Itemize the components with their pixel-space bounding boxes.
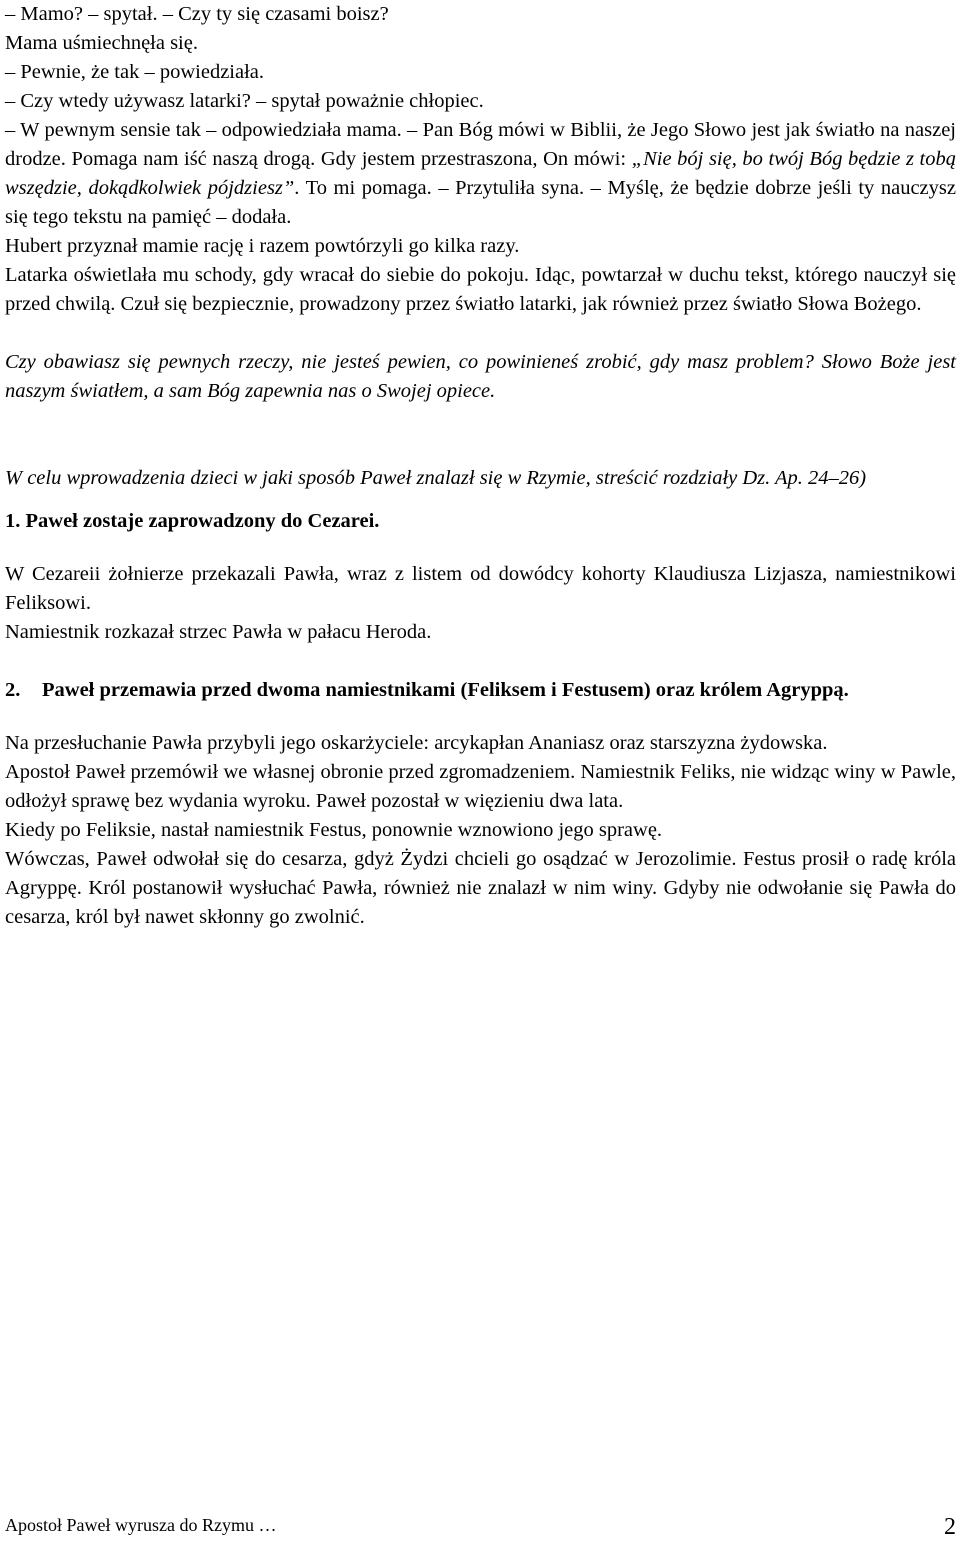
section1-paragraph-2: Namiestnik rozkazał strzec Pawła w pałacu Heroda.: [5, 621, 432, 643]
section2-paragraph-1: Na przesłuchanie Pawła przybyli jego oskarżyciele: arcykapłan Ananiasz oraz starszyzna żydowska.: [5, 732, 828, 754]
bible-quote: „Nie bój się, bo twój Bóg będzie z tobą wszędzie, dokądkolwiek pójdziesz”: [5, 148, 956, 199]
document-page: [5, 0, 956, 932]
section1-heading: 1. Paweł zostaje zaprowadzony do Cezarei.: [5, 510, 380, 532]
footer-title: Apostoł Paweł wyrusza do Rzymu …: [5, 1515, 277, 1535]
section2-paragraph-4: Wówczas, Paweł odwołał się do cesarza, gdyż Żydzi chcieli go osądzać w Jerozolimie. Festus prosił o radę króla Agryppę. Król postanowił wysłuchać Pawła, również nie znalazł w nim winy. Gdyby nie odwołanie się Pawła do cesarza, król był nawet skłonny go zwolnić.: [5, 848, 956, 928]
dialogue-line-2: Mama uśmiechnęła się.: [5, 32, 198, 54]
section2-heading: [5, 676, 956, 705]
section2-heading-text: Paweł przemawia przed dwoma namiestnikami (Feliksem i Festusem) oraz królem Agryppą.: [42, 679, 849, 701]
page-number: 2: [944, 1514, 956, 1540]
reflection-paragraph: Czy obawiasz się pewnych rzeczy, nie jesteś pewien, co powinieneś zrobić, gdy masz problem? Słowo Boże jest naszym światłem, a sam Bóg zapewnia nas o Swojej opiece.: [5, 351, 956, 402]
story-text-b: . To mi pomaga. – Przytuliła syna. – Myślę, że będzie dobrze jeśli ty nauczysz się tego tekstu na pamięć – dodała.: [5, 177, 956, 228]
dialogue-line-4: – Czy wtedy używasz latarki? – spytał poważnie chłopiec.: [5, 90, 484, 112]
story-line-latarka: Latarka oświetlała mu schody, gdy wracał do siebie do pokoju. Idąc, powtarzał w duchu tekst, którego nauczył się przed chwilą. Czuł się bezpiecznie, prowadzony przez światło latarki, jak również przez światło Słowa Bożego.: [5, 264, 956, 315]
dialogue-line-3: – Pewnie, że tak – powiedziała.: [5, 61, 265, 83]
story-paragraph: [5, 116, 956, 232]
section1-paragraph-1: W Cezareii żołnierze przekazali Pawła, wraz z listem od dowódcy kohorty Klaudiusza Lizjasza, namiestnikowi Feliksowi.: [5, 563, 956, 614]
story-line-hubert: Hubert przyznał mamie rację i razem powtórzyli go kilka razy.: [5, 235, 520, 257]
section2-paragraph-2: Apostoł Paweł przemówił we własnej obronie przed zgromadzeniem. Namiestnik Feliks, nie widząc winy w Pawle, odłożył sprawę bez wydania wyroku. Paweł pozostał w więzieniu dwa lata.: [5, 761, 956, 812]
section2-paragraph-3: Kiedy po Feliksie, nastał namiestnik Festus, ponownie wznowiono jego sprawę.: [5, 819, 663, 841]
dialogue-line-1: – Mamo? – spytał. – Czy ty się czasami boisz?: [5, 3, 389, 25]
story-text-a: – W pewnym sensie tak – odpowiedziała mama. – Pan Bóg mówi w Biblii, że Jego Słowo jest jak światło na naszej drodze. Pomaga nam iść naszą drogą. Gdy jestem przestraszona, On mówi:: [5, 119, 956, 170]
section2-number: 2.: [5, 679, 21, 701]
page-footer: [5, 1512, 956, 1544]
intro-paragraph: W celu wprowadzenia dzieci w jaki sposób Paweł znalazł się w Rzymie, streścić rozdziały Dz. Ap. 24–26): [5, 467, 867, 489]
